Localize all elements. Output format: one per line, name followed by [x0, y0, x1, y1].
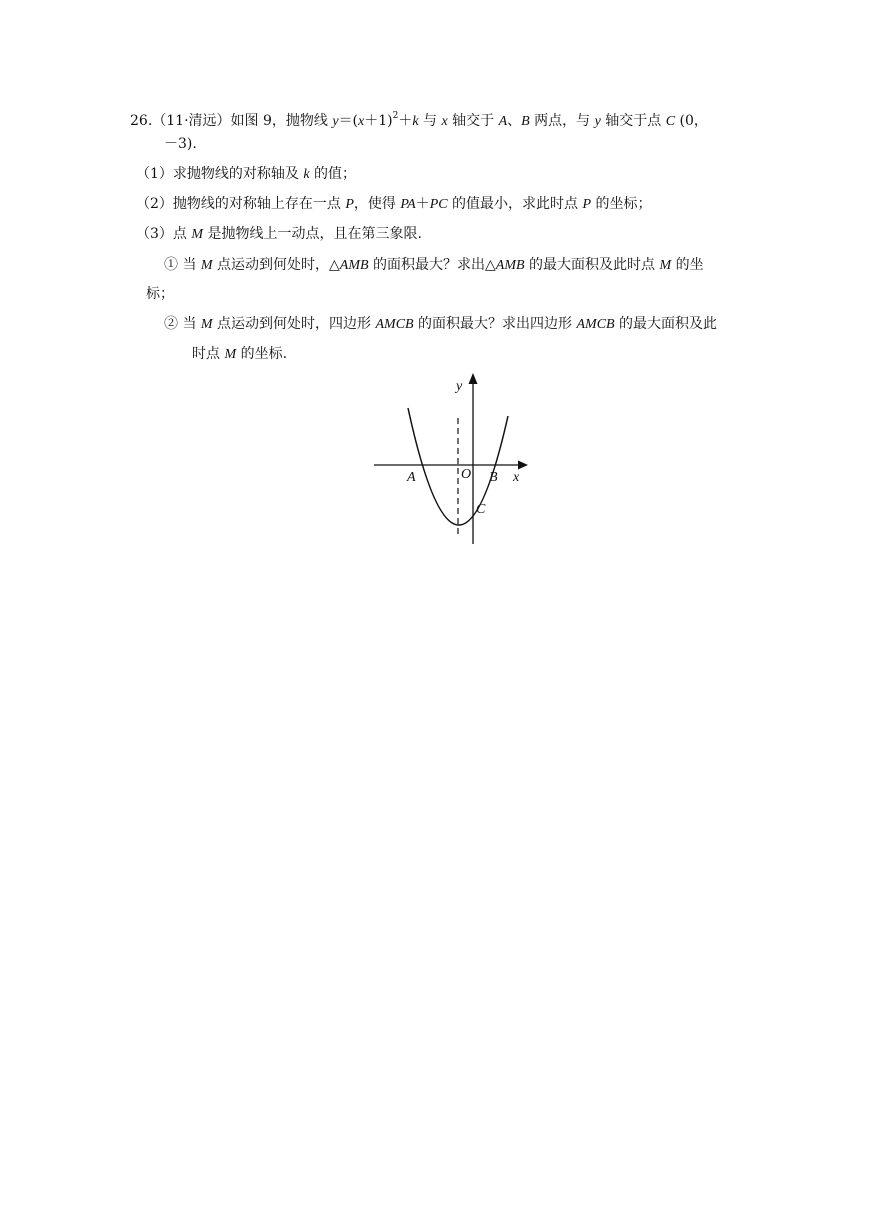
label-x: x	[513, 470, 520, 485]
question-1	[136, 164, 356, 185]
exponent: 2	[392, 111, 399, 121]
parabola-curve	[408, 408, 508, 525]
s2-text: 点运动到何处时，四边形	[212, 316, 376, 332]
triangle-amb: AMB	[339, 258, 369, 273]
s1-text: 点运动到何处时，△	[212, 257, 340, 273]
q2-text: （2）抛物线的对称轴上存在一点	[136, 196, 346, 212]
s1-text: ① 当	[164, 257, 201, 273]
q3-text: 是抛物线上一动点，且在第三象限.	[203, 226, 422, 242]
var-x: x	[358, 114, 365, 129]
var-k: k	[412, 114, 419, 129]
s2-text: 时点	[192, 346, 225, 362]
segment-pc: PC	[429, 197, 448, 212]
parabola-figure	[370, 368, 535, 548]
sub-question-1-line2: 标；	[146, 286, 174, 302]
point-b: B	[521, 114, 530, 129]
stem-text: 与	[418, 113, 442, 129]
point-m: M	[200, 258, 213, 273]
question-3	[136, 224, 422, 245]
var-y: y	[594, 114, 601, 129]
quad-amcb: AMCB	[375, 317, 414, 332]
s2-text: ② 当	[164, 316, 201, 332]
problem-number: 26.	[130, 113, 153, 129]
q2-text: ，使得	[353, 196, 401, 212]
s1-text: 的坐	[671, 257, 704, 273]
eq-term: ＋1)	[364, 113, 393, 129]
label-a: A	[407, 470, 416, 485]
question-2	[136, 194, 652, 215]
y-axis-arrow	[469, 373, 478, 384]
stem-text: 两点，与	[529, 113, 595, 129]
var-k: k	[303, 167, 310, 182]
eq-symbol: ＝(	[338, 113, 359, 129]
s1-text: 的面积最大？求出△	[368, 257, 496, 273]
point-m: M	[659, 258, 672, 273]
s1-text: 的最大面积及此时点	[524, 257, 660, 273]
point-m: M	[191, 227, 204, 242]
plus-sign: ＋	[415, 196, 430, 212]
point-p: P	[582, 197, 592, 212]
stem-text: (0，	[675, 113, 708, 129]
problem-source: （11·清远）	[152, 113, 231, 129]
var-y: y	[332, 114, 339, 129]
plus-sign: ＋	[398, 113, 413, 129]
stem-text: 如图 9，抛物线	[230, 113, 333, 129]
label-c: C	[476, 502, 486, 517]
x-axis-arrow	[518, 461, 528, 470]
s2-text: 的面积最大？求出四边形	[413, 316, 577, 332]
label-b: B	[489, 470, 498, 485]
label-y: y	[456, 379, 463, 394]
point-m: M	[224, 347, 237, 362]
point-m: M	[200, 317, 213, 332]
s2-text: 的最大面积及此	[614, 316, 718, 332]
sub-question-2-line1	[164, 314, 717, 335]
var-x: x	[441, 114, 448, 129]
stem-text: 轴交于	[447, 113, 499, 129]
quad-amcb: AMCB	[576, 317, 615, 332]
separator: 、	[507, 113, 522, 129]
q1-text: 的值；	[309, 166, 357, 182]
sub-question-2-line2	[192, 344, 287, 365]
q2-text: 的值最小，求此时点	[447, 196, 583, 212]
q1-text: （1）求抛物线的对称轴及	[136, 166, 304, 182]
point-a: A	[498, 114, 508, 129]
point-p: P	[345, 197, 354, 212]
q3-text: （3）点	[136, 226, 192, 242]
q2-text: 的坐标；	[591, 196, 652, 212]
label-o: O	[461, 467, 472, 482]
problem-stem-line2: －3).	[164, 136, 197, 152]
triangle-amb: AMB	[495, 258, 525, 273]
sub-question-1-line1	[164, 255, 704, 276]
problem-stem-line1	[130, 106, 708, 132]
point-c: C	[665, 114, 676, 129]
segment-pa: PA	[400, 197, 416, 212]
stem-text: 轴交于点	[600, 113, 666, 129]
s2-text: 的坐标.	[236, 346, 288, 362]
